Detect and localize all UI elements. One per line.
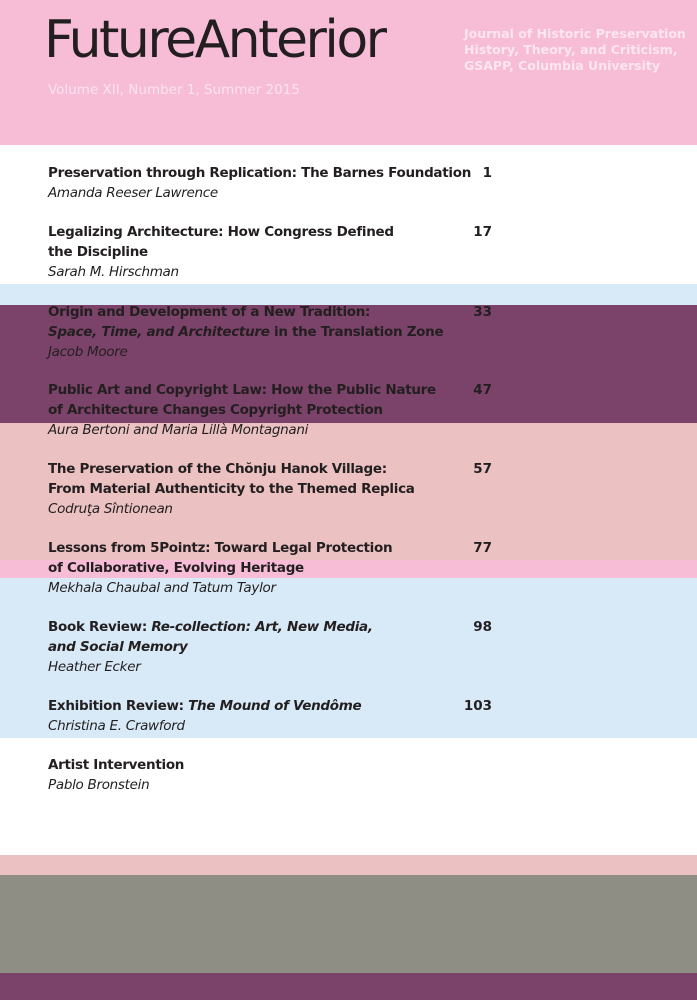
toc-entry-title [48,617,648,657]
toc-entry-page: 103 [463,698,492,714]
toc-entry-author: Heather Ecker [48,659,141,675]
toc-entry-title: Artist Intervention [48,757,185,773]
toc-entry-title: Lessons from 5Pointz: Toward Legal Protection of Collaborative, Evolving Heritage [48,540,393,576]
toc-title-part: Exhibition Review: [48,698,189,714]
band-plum-bottom [0,973,697,1000]
toc-entry-author: Sarah M. Hirschman [48,264,179,280]
toc-title-italic: The Mound of Vendôme [188,698,362,714]
toc-entry-title: Preservation through Replication: The Barnes Foundation [48,165,472,181]
toc-entry-author: Amanda Reeser Lawrence [48,185,218,201]
band-gray-bottom [0,875,697,973]
toc-entry-page: 57 [473,461,492,477]
toc-entry-title: Legalizing Architecture: How Congress Defined the Discipline [48,224,394,260]
toc-title-part: in the Translation Zone [269,324,444,340]
toc-entry-title [48,696,648,716]
toc-entry-2 [48,222,648,282]
toc-entry-page: 47 [473,382,492,398]
band-salmon-bottom [0,855,697,875]
toc-entry-9 [48,755,648,795]
toc-title-part: Book Review: [48,619,152,635]
toc-entry-author: Codruţa Sîntionean [48,501,173,517]
journal-subtitle: Journal of Historic Preservation History, Theory, and Criticism, GSAPP, Columbia University [464,26,686,73]
volume-info: Volume XII, Number 1, Summer 2015 [48,82,300,98]
toc-entry-1 [48,163,648,203]
toc-entry-8 [48,696,648,736]
toc-entry-7 [48,617,648,677]
toc-entry-page: 77 [473,540,492,556]
toc-entry-author: Christina E. Crawford [48,718,185,734]
toc-entry-title [48,302,648,342]
toc-title-italic: Re-collection: Art, New Media, and Social Memory [48,619,373,655]
toc-entry-title: Public Art and Copyright Law: How the Public Nature of Architecture Changes Copyright Protection [48,382,436,418]
toc-entry-page: 1 [482,165,492,181]
toc-title-italic: Space, Time, and Architecture [48,324,270,340]
cover-header [0,0,697,145]
toc-entry-author: Mekhala Chaubal and Tatum Taylor [48,580,276,596]
toc-entry-page: 17 [473,224,492,240]
toc-entry-3 [48,302,648,362]
toc-entry-author: Jacob Moore [48,344,128,360]
toc-entry-page: 98 [473,619,492,635]
toc-entry-6 [48,538,648,598]
toc-entry-author: Aura Bertoni and Maria Lillà Montagnani [48,422,309,438]
toc-entry-page: 33 [473,304,492,320]
toc-entry-5 [48,459,648,519]
toc-entry-4 [48,380,648,440]
toc-title-part: Origin and Development of a New Tradition: [48,304,371,320]
journal-title: FutureAnterior [44,10,385,70]
toc-entry-author: Pablo Bronstein [48,777,150,793]
toc-entry-title: The Preservation of the Chŏnju Hanok Village: From Material Authenticity to the Themed Replica [48,461,415,497]
